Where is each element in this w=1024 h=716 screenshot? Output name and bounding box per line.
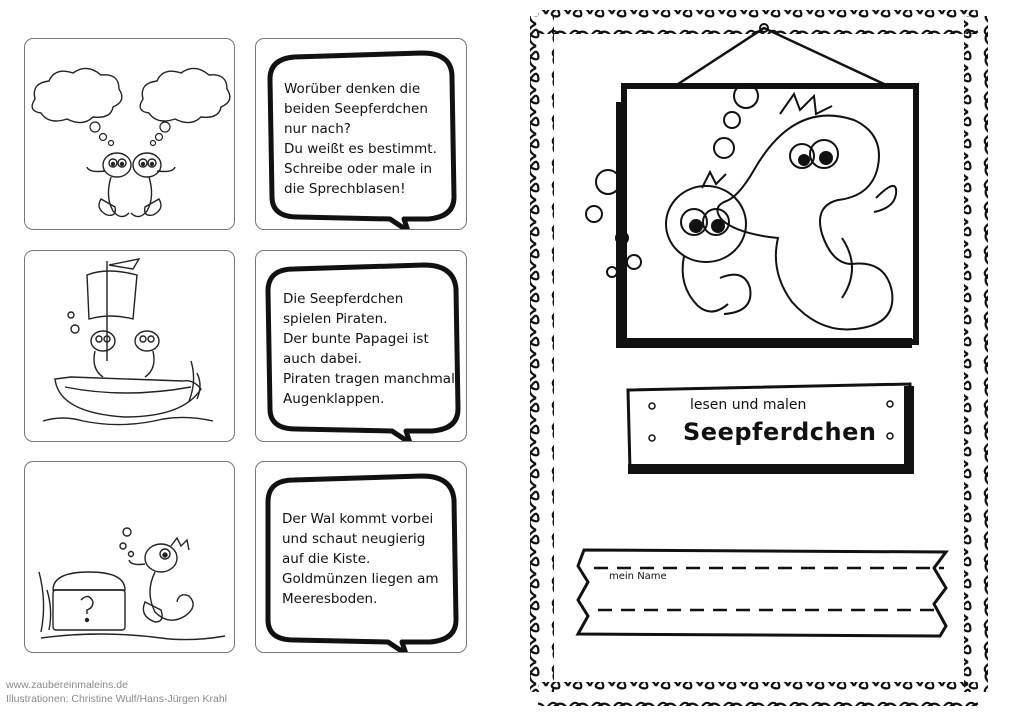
- panel-1-image: [24, 38, 235, 230]
- treasure-chest-seahorse-illustration: [25, 462, 235, 653]
- cover-subtitle: lesen und malen: [690, 397, 807, 413]
- name-label: mein Name: [609, 571, 667, 582]
- cover-page: [524, 2, 994, 714]
- panel-2-text-box: [255, 250, 467, 442]
- footer-website: www.zaubereinmaleins.de: [6, 679, 128, 691]
- panel-1-text: Worüber denken die beiden Seepferdchen nur nach? Du weißt es bestimmt. Schreibe oder male in die Sprechblasen!: [284, 81, 437, 197]
- panel-1-text-box: [255, 38, 467, 230]
- pirate-ship-seahorses-illustration: [25, 251, 235, 442]
- panel-3-text-box: [255, 461, 467, 653]
- thinking-seahorses-illustration: [25, 39, 235, 230]
- cover-title: Seepferdchen: [683, 418, 877, 446]
- panel-3-text: Der Wal kommt vorbei und schaut neugierig auf die Kiste. Goldmünzen liegen am Meeresboden.: [282, 511, 439, 607]
- panel-2-text: Die Seepferdchen spielen Piraten. Der bunte Papagei ist auch dabei. Piraten tragen manchmal Augenklappen.: [283, 291, 455, 407]
- footer-credits: Illustrationen: Christine Wulf/Hans-Jürgen Krahl: [6, 693, 227, 705]
- panel-3-image: [24, 461, 235, 653]
- name-ribbon: [578, 550, 946, 636]
- panel-2-image: [24, 250, 235, 442]
- framed-picture: [616, 24, 916, 348]
